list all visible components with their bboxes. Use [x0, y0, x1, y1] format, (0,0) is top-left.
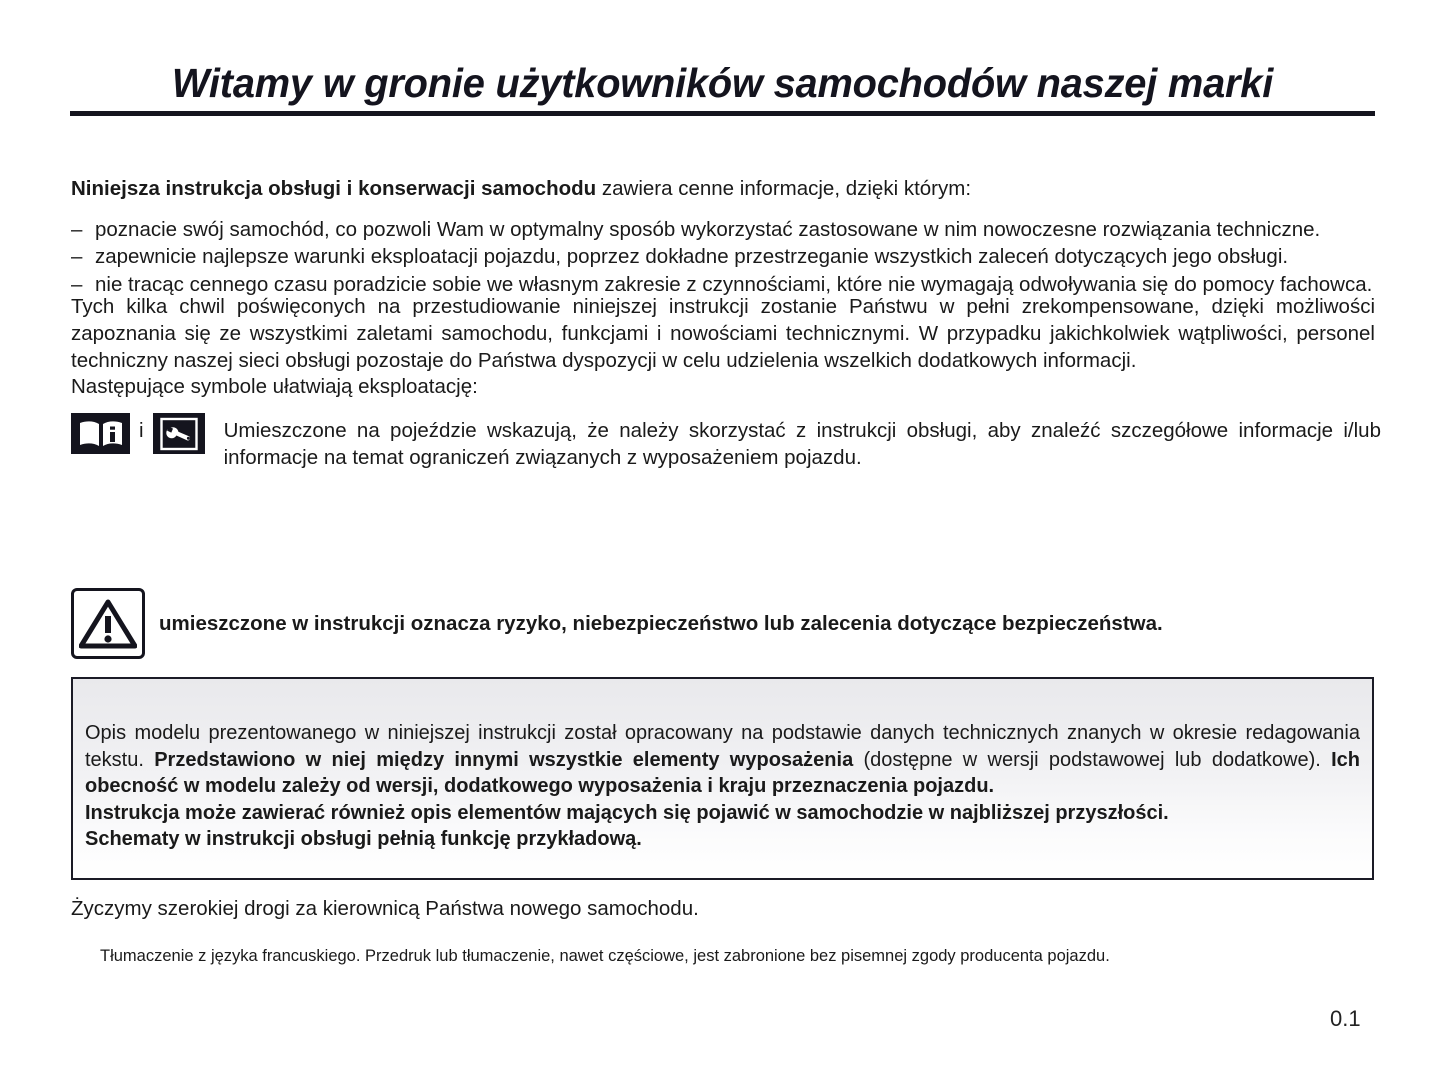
- warning-text: umieszczone w instrukcji oznacza ryzyko, niebezpieczeństwo lub zalecenia dotyczące bezpieczeństwa.: [159, 611, 1163, 635]
- dash-bullet-icon: –: [71, 245, 83, 269]
- list-item: [71, 216, 1381, 243]
- lead-bold-text: Niniejsza instrukcja obsługi i konserwacji samochodu: [71, 177, 597, 200]
- page-title: Witamy w gronie użytkowników samochodów naszej marki: [171, 60, 1274, 106]
- benefits-list: [71, 216, 1381, 298]
- title-underline-rule: [70, 111, 1375, 116]
- page-title-block: [70, 62, 1375, 116]
- notice-segment-2-bold: Przedstawiono w niej między innymi wszystkie elementy wyposażenia: [154, 748, 854, 771]
- open-book-info-icon: [71, 413, 130, 454]
- notice-content: [85, 720, 1360, 853]
- symbols-row: [71, 413, 1381, 471]
- page-number: 0.1: [1330, 1006, 1361, 1031]
- symbols-caption: Umieszczone na pojeździe wskazują, że należy skorzystać z instrukcji obsługi, aby znaleźć szczegółowe informacje i/lub informacje na temat ograniczeń związanych z wyposażeniem pojazdu.: [223, 419, 1381, 470]
- notice-line-2: Instrukcja może zawierać również opis elementów mających się pojawić w samochodzie w najbliższej przyszłości.: [85, 801, 1169, 824]
- list-item: [71, 243, 1381, 270]
- notice-line-3: Schematy w instrukcji obsługi pełnią funkcję przykładową.: [85, 828, 642, 851]
- dash-bullet-icon: –: [71, 272, 83, 296]
- symbols-intro-text: Następujące symbole ułatwiają eksploatację:: [71, 375, 478, 398]
- list-item-label: poznacie swój samochód, co pozwoli Wam w optymalny sposób wykorzystać zastosowane w nim nowoczesne rozwiązania techniczne.: [95, 218, 1321, 241]
- list-item-label: zapewnicie najlepsze warunki eksploatacji pojazdu, poprzez dokładne przestrzeganie wszystkich zaleceń dotyczących jego obsługi.: [95, 245, 1289, 269]
- symbols-conjunction: i: [139, 419, 144, 442]
- notice-segment-3: (dostępne w wersji podstawowej lub dodatkowe).: [853, 748, 1332, 771]
- notice-segment-1: Opis modelu prezentowanego w niniejszej instrukcji został opracowany na podstawie danych technicznych znanych w okresie redagowania tekstu.: [85, 722, 1360, 771]
- lead-paragraph: [71, 176, 1376, 202]
- list-item-label: nie tracąc cennego czasu poradzicie sobie we własnym zakresie z czynnościami, które nie wymagają odwoływania się do pomocy fachowca.: [95, 272, 1373, 296]
- copyright-text: Tłumaczenie z języka francuskiego. Przedruk lub tłumaczenie, nawet częściowe, jest zabronione bez pisemnej zgody producenta pojazdu.: [100, 947, 1110, 965]
- warning-row: [71, 588, 1381, 659]
- wrench-in-square-icon: [153, 413, 205, 454]
- closing-text: Życzymy szerokiej drogi za kierownicą Państwa nowego samochodu.: [71, 897, 699, 920]
- intro-paragraph: Tych kilka chwil poświęconych na przestudiowanie niniejszej instrukcji zostanie Państwu w pełni zrekompensowane, dzięki możliwości zapoznania się ze wszystkimi zaletami samochodu, funkcjami i nowościami technicznymi. W przypadku jakichkolwiek wątpliwości, personel techniczny naszej sieci obsługi pozostaje do Państwa dyspozycji w celu udzielenia wszelkich dodatkowych informacji.: [71, 295, 1375, 373]
- notice-box: [71, 677, 1374, 880]
- notice-paragraph: [85, 720, 1360, 800]
- dash-bullet-icon: –: [71, 218, 83, 241]
- lead-rest-text: zawiera cenne informacje, dzięki którym:: [596, 177, 972, 200]
- notice-segment-4-bold: Ich obecność w modelu zależy od wersji, dodatkowego wyposażenia i kraju przeznaczenia pojazdu.: [85, 748, 1360, 798]
- warning-triangle-icon: [71, 588, 145, 659]
